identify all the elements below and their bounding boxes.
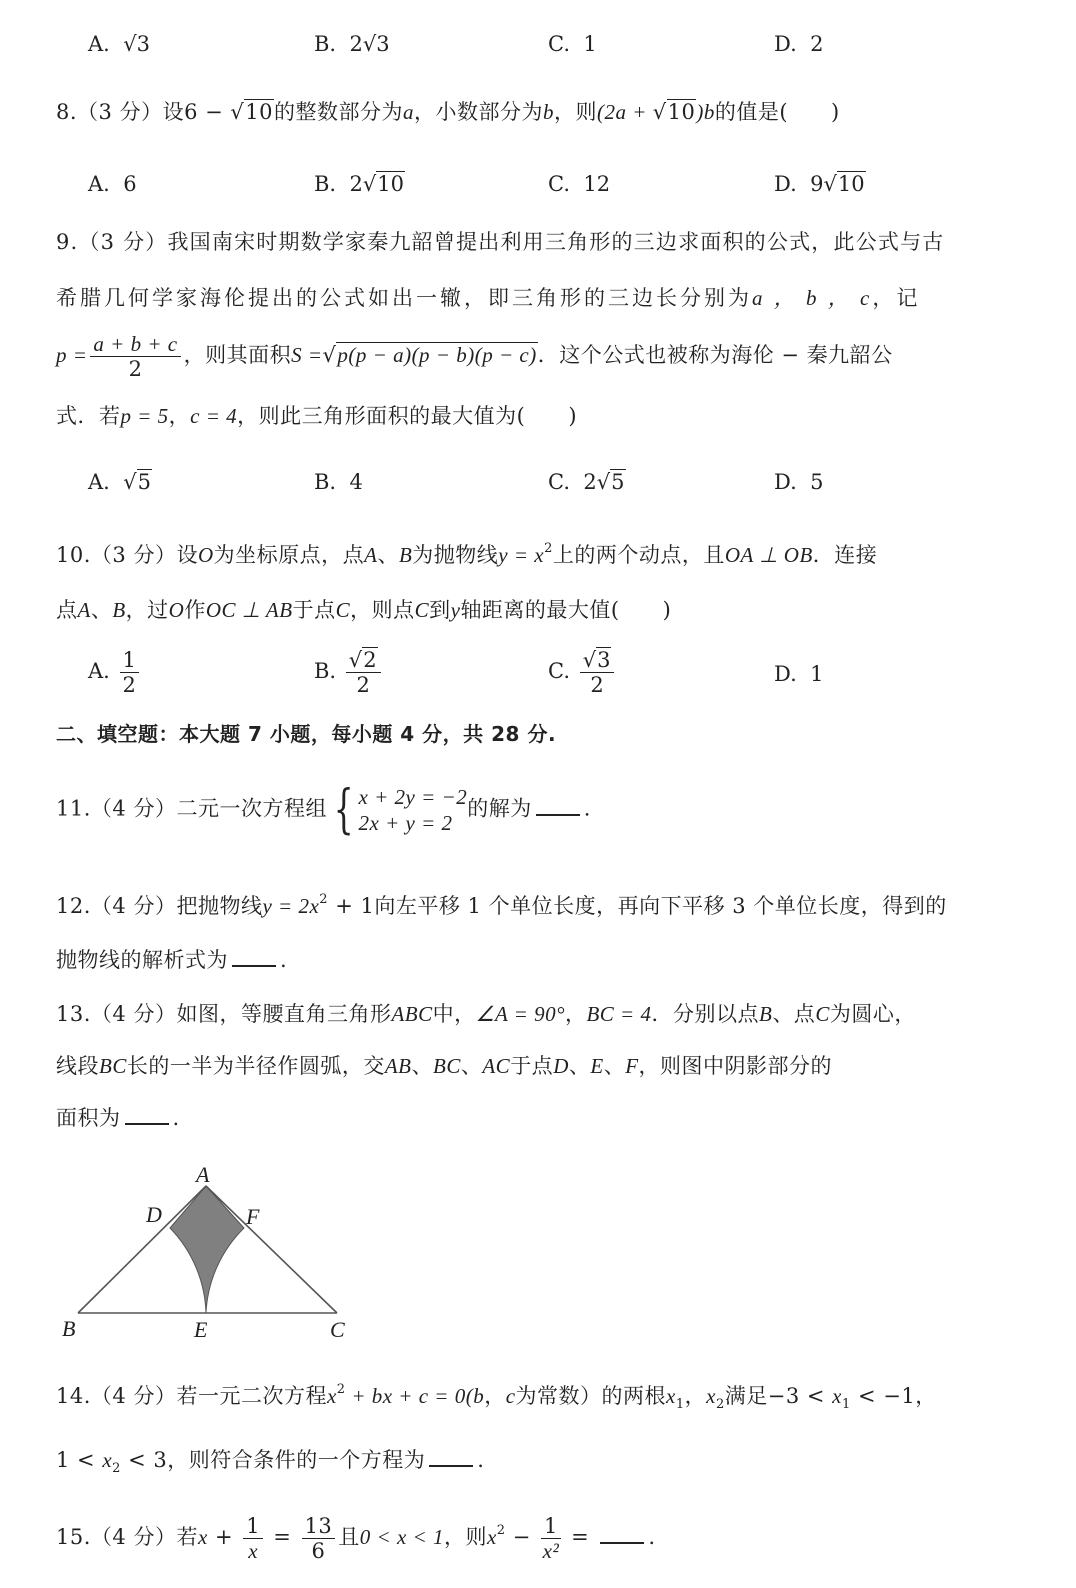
q9-option-b[interactable]: B. 4 — [314, 470, 363, 494]
sqrt-expression: √10 — [652, 100, 696, 124]
q7-option-b[interactable]: B. 2√3 — [314, 32, 390, 56]
equation-system: { x + 2y = −2 2x + y = 2 — [333, 780, 468, 840]
label-E: E — [194, 1317, 208, 1342]
answer-blank[interactable] — [536, 798, 580, 816]
q7-option-d[interactable]: D. 2 — [774, 32, 824, 56]
question-10-line-1: 10.（3 分）设O为坐标原点，点A、B为抛物线$y = x^2$上的两个动点，且OA ⊥ OB．连接 — [56, 541, 878, 567]
question-9-line-4: 式．若p = 5，c = 4，则此三角形面积的最大值为( ) — [56, 404, 578, 428]
q9-option-c[interactable]: C. 2√5 — [548, 470, 625, 494]
question-12-line-1: 12.（4 分）把抛物线$y = 2x^2 + 1$向左平移 1 个单位长度，再向下平移 3 个单位长度，得到的 — [56, 892, 947, 918]
label-F: F — [246, 1204, 260, 1229]
answer-blank[interactable] — [232, 949, 276, 967]
sqrt-expression: √10 — [230, 100, 274, 124]
fraction: $\frac{a + b + c}{2}$ — [90, 332, 180, 381]
q10-option-d[interactable]: D. 1 — [774, 662, 824, 686]
q7-option-c[interactable]: C. 1 — [548, 32, 597, 56]
sqrt-expression: √p(p − a)(p − b)(p − c) — [322, 343, 537, 367]
question-9-line-2: 希腊几何学家海伦提出的公式如出一辙，即三角形的三边长分别为a ， b ， c，记 — [56, 286, 921, 310]
question-15: 15.（4 分）若x + $\frac{1}{x}$ = $\frac{13}{6}$ 且0 < x < 1，则$x^2$ − $\frac{1}{\text{x²}}$ = . — [56, 1514, 656, 1563]
q8-option-c[interactable]: C. 12 — [548, 172, 611, 196]
shaded-region — [170, 1186, 244, 1313]
label-B: B — [62, 1316, 76, 1341]
question-13-line-1: 13.（4 分）如图，等腰直角三角形ABC中，∠A = 90°，BC = 4．分别以点B、点C为圆心， — [56, 1002, 916, 1026]
question-9-line-1: 9.（3 分）我国南宋时期数学家秦九韶曾提出利用三角形的三边求面积的公式，此公式与古 — [56, 230, 945, 254]
question-11: 11.（4 分）二元一次方程组 { x + 2y = −2 2x + y = 2 的解为 . — [56, 780, 591, 840]
question-14-line-2: $1 < x_2 < 3$，则符合条件的一个方程为 . — [56, 1448, 485, 1476]
question-13-line-3: 面积为 . — [56, 1106, 180, 1130]
q10-option-b[interactable]: B. $\frac{√2}{2}$ — [314, 648, 384, 697]
question-10-line-2: 点A、B，过O作OC ⊥ AB于点C，则点C到y轴距离的最大值( ) — [56, 598, 672, 622]
q8-option-b[interactable]: B. 2√10 — [314, 172, 404, 196]
q10-option-c[interactable]: C. $\frac{√3}{2}$ — [548, 648, 617, 697]
question-8: 8.（3 分）设6 − √10的整数部分为a，小数部分为b，则(2a + √10)b的值是( ) — [56, 100, 840, 124]
question-12-line-2: 抛物线的解析式为 . — [56, 948, 288, 972]
answer-blank[interactable] — [125, 1107, 169, 1125]
q7-option-a[interactable]: A. √3 — [88, 32, 150, 56]
q9-option-d[interactable]: D. 5 — [774, 470, 824, 494]
answer-blank[interactable] — [429, 1449, 473, 1467]
q8-option-a[interactable]: A. 6 — [88, 172, 137, 196]
question-14-line-1: 14.（4 分）若一元二次方程$x^2$ + bx + c = 0(b，c为常数）的两根$x_1$，$x_2$满足$-3 < x_1 < -1$， — [56, 1382, 937, 1412]
q9-option-a[interactable]: A. √5 — [88, 470, 151, 494]
question-13-line-2: 线段BC长的一半为半径作圆弧，交AB、BC、AC于点D、E、F，则图中阴影部分的 — [56, 1054, 833, 1078]
answer-blank[interactable] — [600, 1526, 644, 1544]
label-D: D — [146, 1202, 162, 1227]
label-A: A — [196, 1162, 210, 1187]
section-heading: 二、填空题：本大题 7 小题，每小题 4 分，共 28 分. — [56, 722, 557, 746]
label-C: C — [330, 1317, 345, 1342]
q8-option-d[interactable]: D. 9√10 — [774, 172, 865, 196]
triangle-figure — [56, 1160, 376, 1350]
question-9-line-3: p = $\frac{a + b + c}{2}$ ，则其面积S =√p(p − a)(p − b)(p − c)．这个公式也被称为海伦 − 秦九韶公 — [56, 332, 893, 381]
q10-option-a[interactable]: A. $\frac{1}{2}$ — [88, 648, 142, 697]
